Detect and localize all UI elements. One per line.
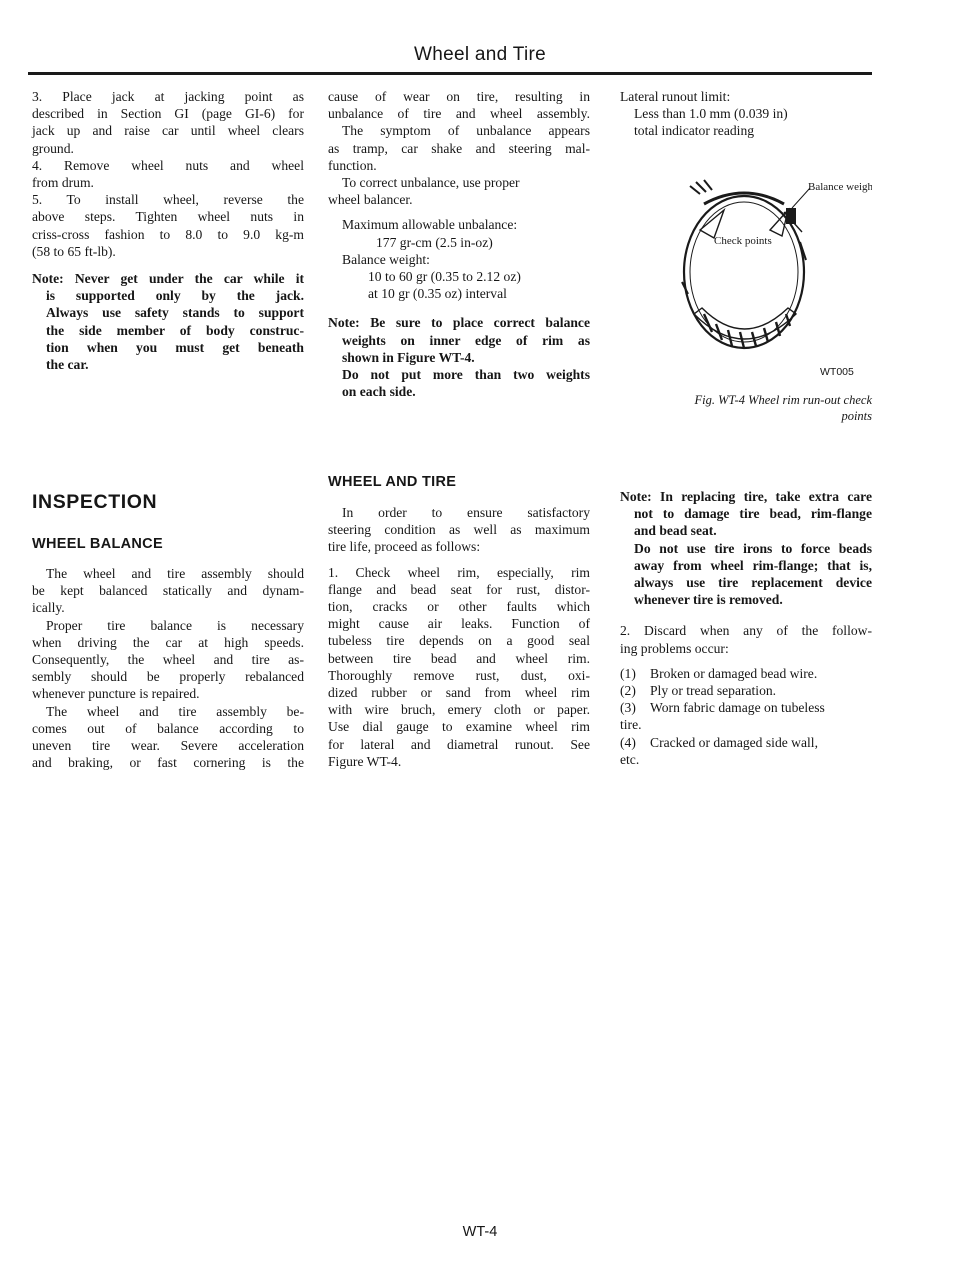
paragraph-line: comes out of balance according to xyxy=(32,720,304,736)
wheel-rim-diagram xyxy=(660,164,872,364)
note-line: away from wheel rim-flange; that is, xyxy=(634,557,872,573)
paragraph-line: function. xyxy=(328,157,377,173)
problem-item-continued: tire. xyxy=(620,717,642,733)
paragraph-line: wheel balancer. xyxy=(328,192,413,208)
paragraph-line: whenever puncture is repaired. xyxy=(32,686,200,702)
spec-max-unbalance-value: 177 gr-cm (2.5 in-oz) xyxy=(376,234,493,250)
runout-limit-note: total indicator reading xyxy=(634,123,755,139)
section-heading-wheel-and-tire: WHEEL AND TIRE xyxy=(328,474,457,490)
tire-note xyxy=(620,488,872,608)
step-3-line: jack up and raise car until wheel clears xyxy=(32,123,304,139)
note-line: Always use safety stands to support xyxy=(46,305,304,321)
step-1-line: tion, cracks or other faults which xyxy=(328,599,590,615)
note-line: Do not use tire irons to force beads xyxy=(634,540,872,556)
paragraph-line: Proper tire balance is necessary xyxy=(46,617,304,633)
note-line: on each side. xyxy=(342,384,416,400)
safety-note xyxy=(32,270,304,373)
note-line: Note: Never get under the car while it xyxy=(32,271,304,287)
note-line: Note: Be sure to place correct balance xyxy=(328,315,590,331)
note-line: not to damage tire bead, rim-flange xyxy=(634,506,872,522)
step-1-line: flange and bead seat for rust, distor- xyxy=(328,581,590,597)
step-1-line: tubeless tire depends on a good seal xyxy=(328,633,590,649)
paragraph-line: as tramp, car shake and steering mal- xyxy=(328,140,590,156)
step-1-line: for lateral and diametral runout. See xyxy=(328,736,590,752)
spec-balance-weight-value: 10 to 60 gr (0.35 to 2.12 oz) xyxy=(368,269,521,285)
problem-item-continued: etc. xyxy=(620,751,640,767)
left-column xyxy=(32,88,304,373)
figure-caption-line: points xyxy=(841,409,872,423)
page-number: WT-4 xyxy=(462,1224,498,1240)
paragraph-line: uneven tire wear. Severe acceleration xyxy=(32,738,304,754)
paragraph-line: The wheel and tire assembly should xyxy=(46,566,304,581)
runout-spec xyxy=(620,88,872,140)
paragraph-line: steering condition as well as maximum xyxy=(328,522,590,538)
step-3-line: 3. Place jack at jacking point as xyxy=(32,89,304,104)
page-header-title: Wheel and Tire xyxy=(414,44,546,65)
figure-caption xyxy=(620,392,872,424)
step-5-line: above steps. Tighten wheel nuts in xyxy=(32,209,304,225)
subsection-heading-wheel-balance: WHEEL BALANCE xyxy=(32,536,163,552)
spec-balance-weight-interval: at 10 gr (0.35 oz) interval xyxy=(368,286,507,302)
paragraph-line: ically. xyxy=(32,600,65,616)
step-1-line: between tire bead and wheel rim. xyxy=(328,650,590,666)
problem-item: (1) Broken or damaged bead wire. xyxy=(620,665,818,681)
paragraph-line: In order to ensure satisfactory xyxy=(342,505,590,520)
tire-replacement-note xyxy=(620,488,872,768)
note-line: always use tire replacement device xyxy=(634,575,872,591)
paragraph-line: sembly should be properly rebalanced xyxy=(32,669,304,685)
paragraph-line: when driving the car at high speeds. xyxy=(32,634,304,650)
step-1-line: might cause air leaks. Function of xyxy=(328,616,590,632)
paragraph-line: The wheel and tire assembly be- xyxy=(46,703,304,719)
wheel-balance-body xyxy=(32,565,304,771)
middle-column xyxy=(328,88,590,400)
note-line: whenever tire is removed. xyxy=(634,592,783,608)
wheel-and-tire-section xyxy=(328,474,590,491)
note-line: Do not put more than two weights xyxy=(342,367,590,383)
problem-item: (3) Worn fabric damage on tubeless xyxy=(620,700,825,716)
wheel-balance-section xyxy=(32,536,304,553)
wheel-rim-figure xyxy=(660,164,872,364)
problem-list xyxy=(620,665,872,768)
paragraph-line: be kept balanced statically and dynam- xyxy=(32,583,304,599)
paragraph-line: and braking, or fast cornering is the xyxy=(32,755,304,771)
note-line: the car. xyxy=(46,357,89,373)
step-2-line: 2. Discard when any of the follow- xyxy=(620,623,872,639)
figure-label-balance-weight: Balance weight xyxy=(808,181,872,193)
step-4-line: 4. Remove wheel nuts and wheel xyxy=(32,157,304,173)
header-rule xyxy=(28,72,872,75)
paragraph-line: unbalance of tire and wheel assembly. xyxy=(328,106,590,122)
step-5-line: (58 to 65 ft-lb). xyxy=(32,243,116,259)
runout-limit-value: Less than 1.0 mm (0.039 in) xyxy=(634,106,788,122)
note-line: tion when you must get beneath xyxy=(46,339,304,355)
step-3-line: described in Section GI (page GI-6) for xyxy=(32,106,304,122)
figure-id: WT005 xyxy=(820,366,854,378)
figure-label-check-points: Check points xyxy=(714,235,772,247)
paragraph-line: The symptom of unbalance appears xyxy=(342,123,590,139)
step-5-line: 5. To install wheel, reverse the xyxy=(32,192,304,208)
step-1-line: dized rubber or sand from wheel rim xyxy=(328,685,590,701)
step-4-line: from drum. xyxy=(32,175,94,191)
figure-caption-line: Fig. WT-4 Wheel rim run-out check xyxy=(694,393,872,407)
step-1-line: with wire bruch, emery cloth or paper. xyxy=(328,702,590,718)
step-1-line: Use dial gauge to examine wheel rim xyxy=(328,719,590,735)
note-line: weights on inner edge of rim as xyxy=(342,332,590,348)
step-3-line: ground. xyxy=(32,140,74,156)
note-line: shown in Figure WT-4. xyxy=(342,349,475,365)
paragraph-line: To correct unbalance, use proper xyxy=(342,175,520,191)
note-line: and bead seat. xyxy=(634,523,717,539)
wheel-and-tire-body xyxy=(328,504,590,770)
note-line: is supported only by the jack. xyxy=(46,288,304,304)
spec-balance-weight-label: Balance weight: xyxy=(342,251,430,267)
step-1-line: Figure WT-4. xyxy=(328,753,402,769)
runout-limit-label: Lateral runout limit: xyxy=(620,89,731,104)
paragraph-line: Consequently, the wheel and tire as- xyxy=(32,652,304,668)
inspection-section xyxy=(32,491,304,513)
step-1-line: 1. Check wheel rim, especially, rim xyxy=(328,564,590,580)
step-5-line: criss-cross fashion to 8.0 to 9.0 kg-m xyxy=(32,226,304,242)
spec-max-unbalance-label: Maximum allowable unbalance: xyxy=(342,217,518,233)
paragraph-line: cause of wear on tire, resulting in xyxy=(328,89,590,104)
section-heading-inspection: INSPECTION xyxy=(32,491,158,513)
step-1-line: Thoroughly remove rust, dust, oxi- xyxy=(328,667,590,683)
note-line: the side member of body construc- xyxy=(46,322,304,338)
note-line: Note: In replacing tire, take extra care xyxy=(620,489,872,504)
problem-item: (4) Cracked or damaged side wall, xyxy=(620,734,818,750)
balance-weight-note xyxy=(328,314,590,400)
step-2-line: ing problems occur: xyxy=(620,640,729,656)
paragraph-line: tire life, proceed as follows: xyxy=(328,539,481,555)
problem-item: (2) Ply or tread separation. xyxy=(620,683,777,699)
